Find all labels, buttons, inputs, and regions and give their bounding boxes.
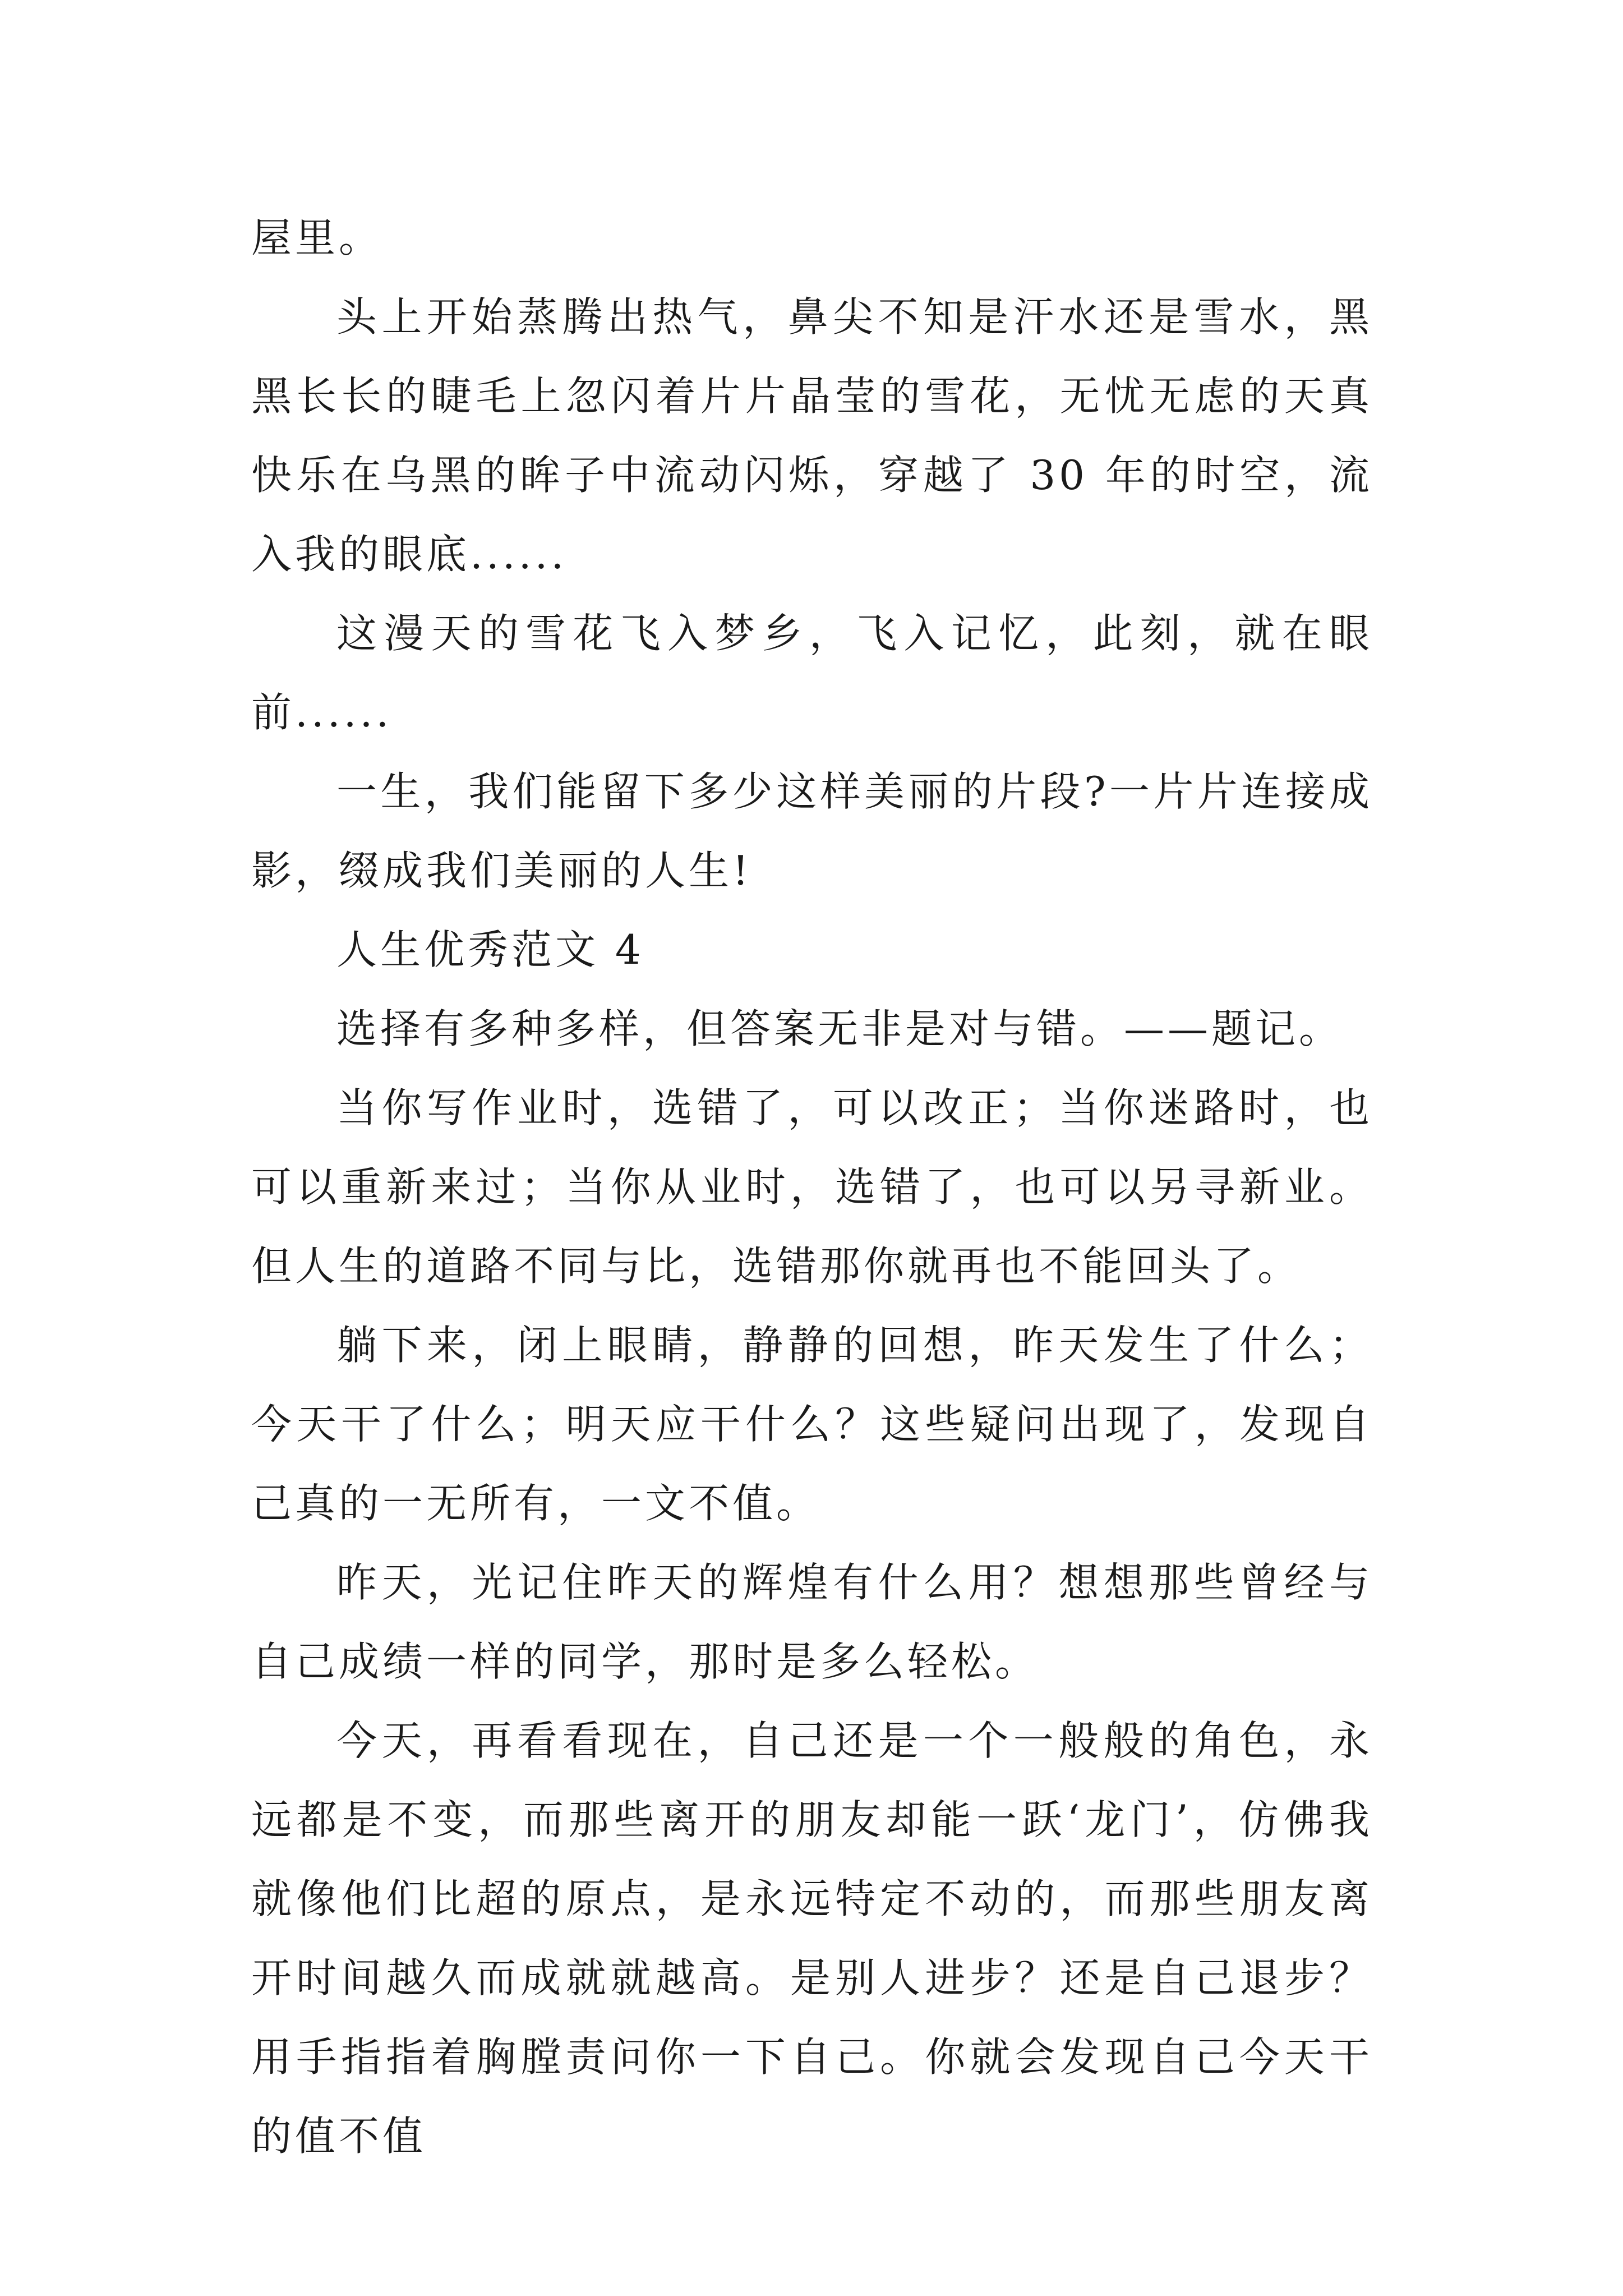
paragraph: 屋里。: [251, 214, 383, 261]
section-heading: 人生优秀范文 4: [336, 926, 644, 973]
epigraph: 选择有多种多样，但答案无非是对与错。——题记。: [336, 1005, 1343, 1052]
document-body: [251, 199, 1373, 2176]
paragraph: 昨天，光记住昨天的辉煌有什么用？想想那些曾经与自己成绩一样的同学，那时是多么轻松。: [251, 1559, 1373, 1685]
paragraph: 躺下来，闭上眼睛，静静的回想，昨天发生了什么；今天干了什么；明天应干什么？这些疑问出现了，发现自己真的一无所有，一文不值。: [251, 1322, 1373, 1527]
paragraph: 这漫天的雪花飞入梦乡，飞入记忆，此刻，就在眼前......: [251, 610, 1373, 736]
paragraph: 当你写作业时，选错了，可以改正；当你迷路时，也可以重新来过；当你从业时，选错了，也可以另寻新业。但人生的道路不同与比，选错那你就再也不能回头了。: [251, 1084, 1373, 1290]
paragraph: 头上开始蒸腾出热气，鼻尖不知是汗水还是雪水，黑黑长长的睫毛上忽闪着片片晶莹的雪花，无忧无虑的天真快乐在乌黑的眸子中流动闪烁，穿越了 30 年的时空，流入我的眼底......: [251, 293, 1373, 578]
paragraph: 今天，再看看现在，自己还是一个一般般的角色，永远都是不变，而那些离开的朋友却能一跃‘龙门’，仿佛我就像他们比超的原点，是永远特定不动的，而那些朋友离开时间越久而成就就越高。是别人进步？还是自己退步？用手指指着胸膛责问你一下自己。你就会发现自己今天干的值不值: [251, 1717, 1373, 2160]
paragraph: 一生，我们能留下多少这样美丽的片段?一片片连接成影，缀成我们美丽的人生!: [251, 768, 1373, 894]
